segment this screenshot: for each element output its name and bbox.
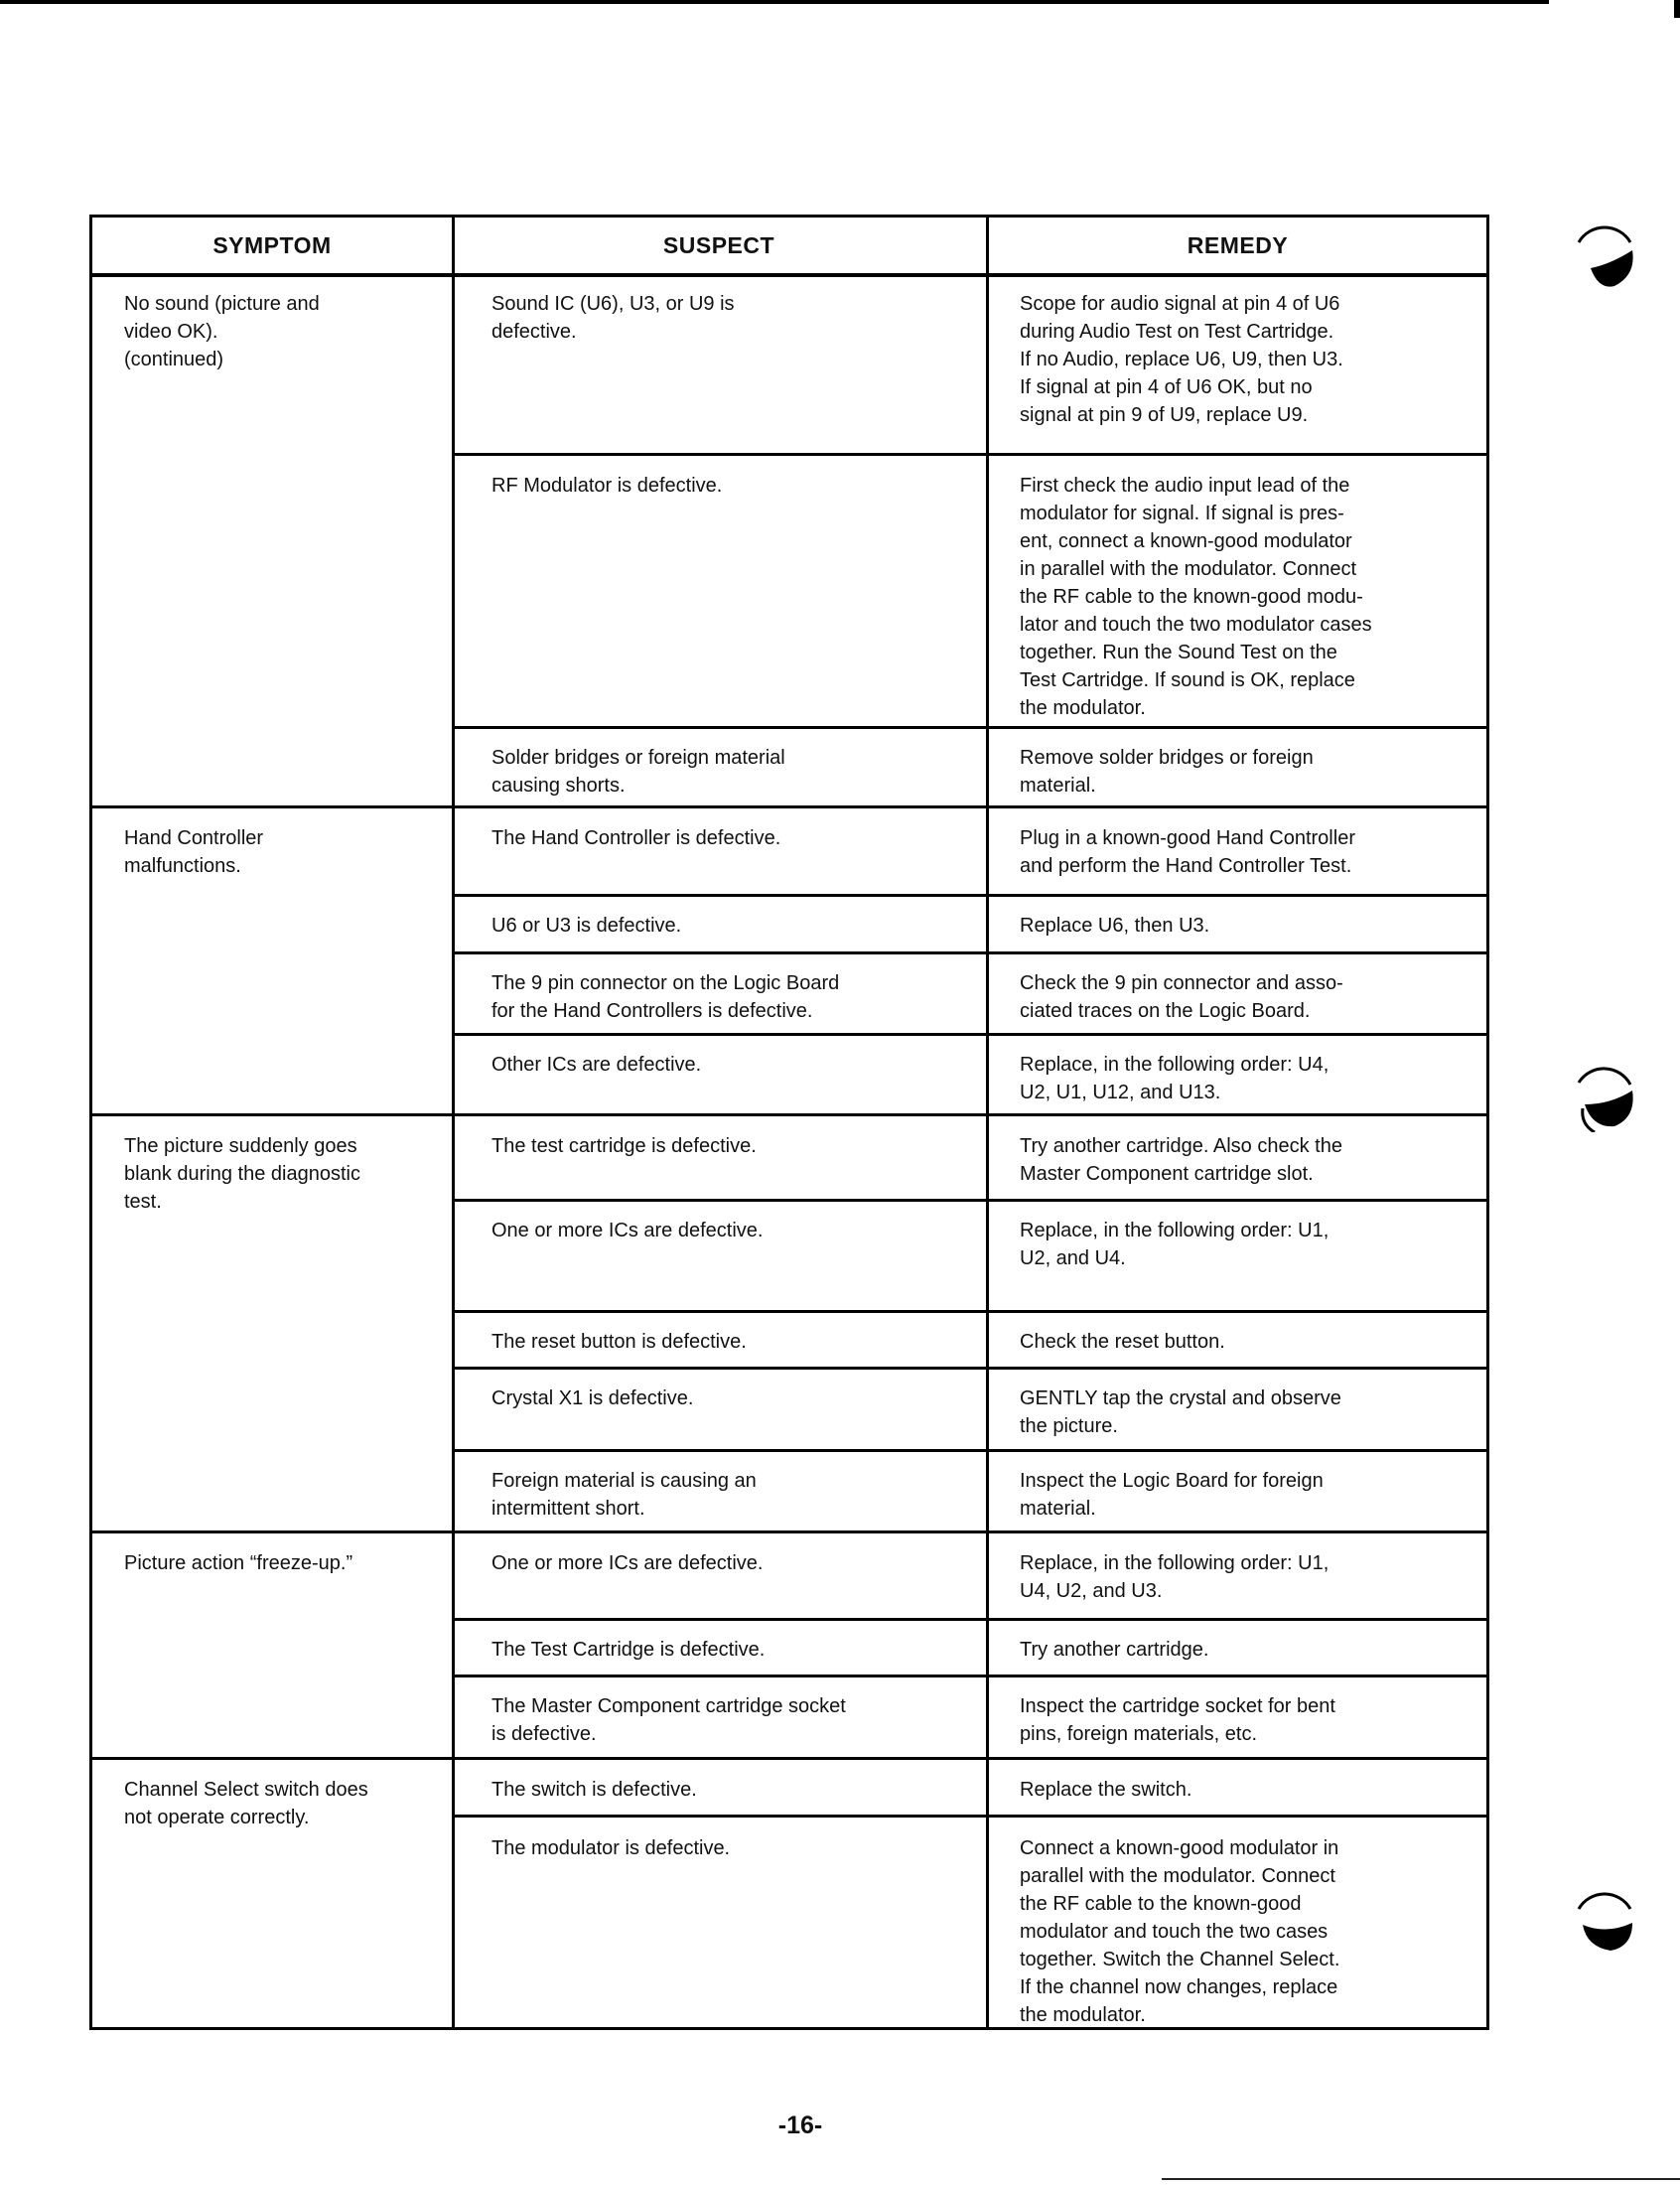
suspect-cell: Solder bridges or foreign material causing shorts. bbox=[491, 747, 785, 797]
row-divider bbox=[452, 1815, 1489, 1818]
remedy-cell: Check the 9 pin connector and asso- ciated traces on the Logic Board. bbox=[1020, 972, 1343, 1022]
remedy-cell: First check the audio input lead of the modulator for signal. If signal is pres- ent, connect a known-good modulator in parallel with the modulator. Connect the RF cable to the known-good modu- lator and touch the two modulator cases together. Run the Sound Test on the Test Cartridge. If sound is OK, replace the modulator. bbox=[1020, 475, 1372, 719]
suspect-cell: The 9 pin connector on the Logic Board for the Hand Controllers is defective. bbox=[491, 972, 840, 1022]
remedy-cell: Replace, in the following order: U1, U2, and U4. bbox=[1020, 1220, 1330, 1269]
remedy-cell: GENTLY tap the crystal and observe the picture. bbox=[1020, 1387, 1341, 1437]
remedy-cell: Connect a known-good modulator in parallel with the modulator. Connect the RF cable to the known-good modulator and touch the two cases together. Switch the Channel Select. If the channel now changes, replace the modulator. bbox=[1020, 1837, 1340, 2026]
remedy-cell: Check the reset button. bbox=[1020, 1331, 1225, 1353]
remedy-cell: Replace U6, then U3. bbox=[1020, 915, 1210, 937]
binder-hole-icon bbox=[1571, 1885, 1640, 1955]
remedy-cell: Replace the switch. bbox=[1020, 1779, 1192, 1801]
remedy-cell: Remove solder bridges or foreign material. bbox=[1020, 747, 1314, 797]
suspect-cell: U6 or U3 is defective. bbox=[491, 915, 682, 937]
suspect-cell: One or more ICs are defective. bbox=[491, 1552, 764, 1574]
troubleshooting-table bbox=[89, 215, 1489, 2030]
suspect-cell: The modulator is defective. bbox=[491, 1837, 731, 1859]
suspect-cell: The reset button is defective. bbox=[491, 1331, 747, 1353]
header-suspect: SUSPECT bbox=[662, 231, 775, 258]
scan-top-edge bbox=[0, 0, 1549, 4]
suspect-cell: The test cartridge is defective. bbox=[491, 1135, 757, 1157]
remedy-cell: Replace, in the following order: U4, U2, U1, U12, and U13. bbox=[1020, 1054, 1330, 1103]
suspect-cell: RF Modulator is defective. bbox=[491, 475, 723, 497]
remedy-cell: Plug in a known-good Hand Controller and perform the Hand Controller Test. bbox=[1020, 827, 1355, 877]
page-number: -16- bbox=[777, 2112, 823, 2139]
suspect-cell: The Master Component cartridge socket is defective. bbox=[491, 1695, 846, 1745]
symptom-cell: Channel Select switch does not operate correctly. bbox=[124, 1779, 368, 1828]
suspect-cell: Foreign material is causing an intermittent short. bbox=[491, 1470, 757, 1520]
binder-hole-icon bbox=[1571, 220, 1640, 290]
remedy-cell: Inspect the cartridge socket for bent pins, foreign materials, etc. bbox=[1020, 1695, 1335, 1745]
suspect-cell: Crystal X1 is defective. bbox=[491, 1387, 694, 1409]
suspect-cell: Other ICs are defective. bbox=[491, 1054, 702, 1076]
symptom-cell: No sound (picture and video OK). (continued) bbox=[124, 293, 320, 370]
remedy-cell: Replace, in the following order: U1, U4, U2, and U3. bbox=[1020, 1552, 1330, 1602]
header-symptom: SYMPTOM bbox=[212, 231, 332, 258]
suspect-cell: The Test Cartridge is defective. bbox=[491, 1639, 766, 1661]
remedy-cell: Try another cartridge. bbox=[1020, 1639, 1209, 1661]
symptom-cell: Hand Controller malfunctions. bbox=[124, 827, 264, 877]
suspect-cell: The Hand Controller is defective. bbox=[491, 827, 781, 849]
header-remedy: REMEDY bbox=[1187, 231, 1289, 258]
suspect-cell: The switch is defective. bbox=[491, 1779, 697, 1801]
scan-bottom-edge bbox=[1162, 2178, 1680, 2180]
symptom-cell: The picture suddenly goes blank during the diagnostic test. bbox=[124, 1135, 360, 1213]
remedy-cell: Inspect the Logic Board for foreign material. bbox=[1020, 1470, 1324, 1520]
suspect-cell: One or more ICs are defective. bbox=[491, 1220, 764, 1241]
suspect-cell: Sound IC (U6), U3, or U9 is defective. bbox=[491, 293, 735, 343]
symptom-cell: Picture action “freeze-up.” bbox=[124, 1552, 353, 1574]
binder-hole-icon bbox=[1571, 1063, 1640, 1132]
remedy-cell: Scope for audio signal at pin 4 of U6 during Audio Test on Test Cartridge. If no Audio, replace U6, U9, then U3. If signal at pin 4 of U6 OK, but no signal at pin 9 of U9, replace U9. bbox=[1020, 293, 1343, 426]
remedy-cell: Try another cartridge. Also check the Master Component cartridge slot. bbox=[1020, 1135, 1342, 1185]
scan-edge-mark bbox=[1674, 0, 1680, 18]
